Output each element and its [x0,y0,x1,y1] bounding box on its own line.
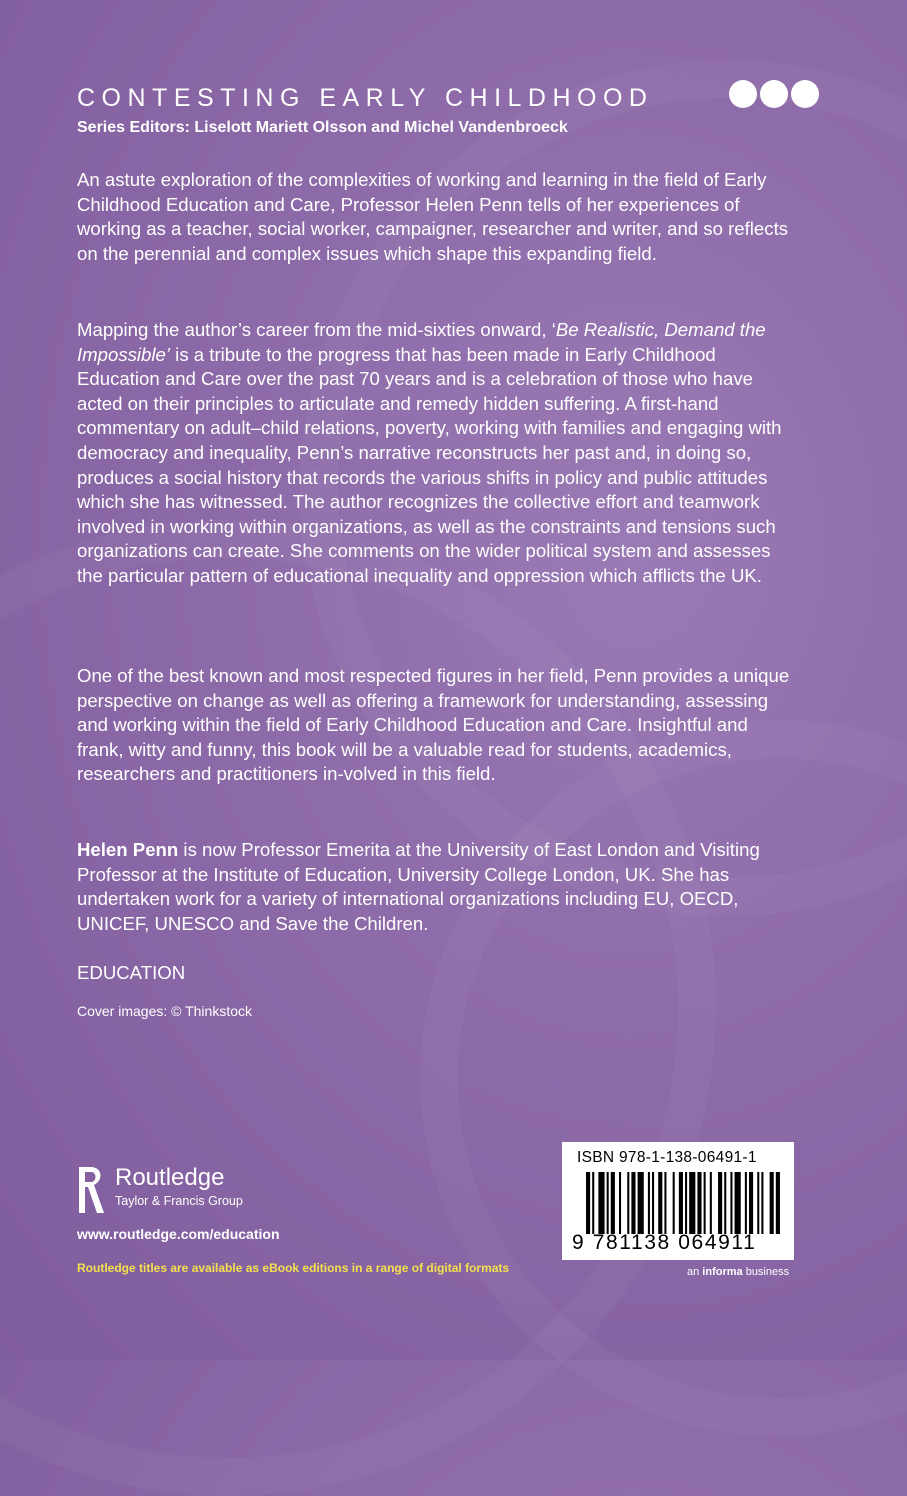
barcode-bar [648,1172,650,1234]
barcode-bar [770,1172,774,1234]
barcode-bar [757,1172,759,1234]
barcode-bar [745,1172,747,1234]
series-title: CONTESTING EARLY CHILDHOOD [77,84,654,112]
barcode-digits: 9 781138 064911 [572,1231,757,1254]
author-bio-text: is now Professor Emerita at the University of East London and Visiting Professor at the Institute of Education, University College London, UK. She has undertaken work for a variety of international organizations including EU, OECD, UNICEF, UNESCO and Save the Children. [77,839,760,934]
informa-business-tag [687,1266,789,1278]
description-paragraph-2 [77,318,797,589]
background-swirl [420,720,907,1436]
dot-icon [791,80,819,108]
barcode-bar [673,1172,675,1234]
routledge-r-logo-icon [77,1165,107,1215]
barcode-bar [749,1172,753,1234]
description-paragraph-2-rest: is a tribute to the progress that has been made in Early Childhood Education and Care over the past 70 years and is a celebration of those who have acted on their principles to articulate and remedy hidden suffering. A first-hand commentary on adult–child relations, poverty, working with families and engaging with democracy and inequality, Penn’s narrative reconstructs her past and, in doing so, produces a social history that records the various shifts in policy and public attitudes which she has witnessed. The author recognizes the collective effort and teamwork involved in working within organizations, as well as the constraints and tensions such organizations can create. She comments on the wider political system and assesses the particular pattern of educational inequality and oppression which afflicts the UK. [77,343,782,586]
barcode-bar [627,1172,629,1234]
barcode-bar [697,1172,701,1234]
barcode-bar [761,1172,763,1234]
barcode-bar [710,1172,712,1234]
informa-suffix: business [742,1266,790,1278]
barcode-bar [664,1172,666,1234]
dot-icon [760,80,788,108]
barcode-bar [679,1172,683,1234]
barcode-bar [685,1172,687,1234]
barcode-bar [638,1172,644,1234]
publisher-name: Routledge [115,1164,225,1191]
barcode-bar [730,1172,732,1234]
series-editors: Series Editors: Liselott Mariett Olsson and Michel Vandenbroeck [77,119,568,136]
barcode-bar [658,1172,662,1234]
barcode-bar [689,1172,695,1234]
barcode-bar [735,1172,741,1234]
barcode-bar [586,1172,590,1234]
isbn-barcode [562,1142,794,1260]
publisher-logo [77,1165,243,1215]
cover-credit: Cover images: © Thinkstock [77,1003,253,1019]
dot-icon [729,80,757,108]
barcode-bar [611,1172,615,1234]
barcode-bar [631,1172,635,1234]
author-name: Helen Penn [77,839,179,860]
barcode-bar [598,1172,604,1234]
barcode-bar [718,1172,722,1234]
publisher-website: www.routledge.com/education [77,1226,280,1242]
publisher-group: Taylor & Francis Group [115,1194,243,1208]
barcode-bar [776,1172,780,1234]
isbn-text: ISBN 978-1-138-06491-1 [577,1149,757,1166]
subject-category: EDUCATION [77,962,186,983]
barcode-bar [592,1172,594,1234]
author-bio [77,838,797,936]
ebook-note: Routledge titles are available as eBook editions in a range of digital formats [77,1261,510,1275]
book-title-italic: Be Realistic, Demand the Impossible’ [77,319,766,365]
barcode-bar [704,1172,706,1234]
description-paragraph-1: An astute exploration of the complexities of working and learning in the field of Early Childhood Education and Care, Professor Helen Penn tells of her experiences of working as a teacher, social worker, campaigner, researcher and writer, and so reflects on the perennial and complex issues which shape this expanding field. [77,169,789,264]
barcode-bar [619,1172,621,1234]
informa-prefix: an [687,1266,703,1278]
description-paragraph-3: One of the best known and most respected figures in her field, Penn provides a unique perspective on change as well as offering a framework for understanding, assessing and working within the field of Early Childhood Education and Care. Insightful and frank, witty and funny, this book will be a valuable read for students, academics, researchers and practitioners in-volved in this field. [77,665,790,785]
series-dots-icon [729,80,819,108]
barcode-bar [724,1172,726,1234]
description-paragraph-2-lead: Mapping the author’s career from the mid-sixties onward, ‘ [77,319,556,340]
informa-brand: informa [702,1266,743,1278]
barcode-bars-icon [586,1172,782,1234]
barcode-bar [652,1172,654,1234]
barcode-bar [607,1172,609,1234]
